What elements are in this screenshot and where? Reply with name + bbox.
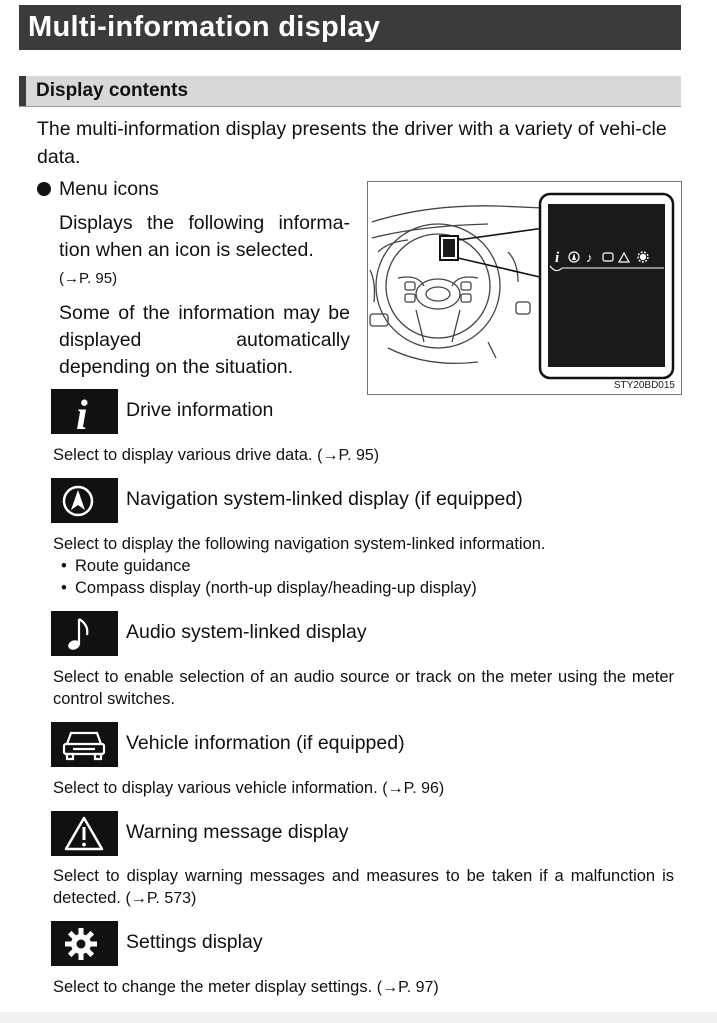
desc-text: Select to display various vehicle information. [53, 779, 378, 797]
item-description [53, 666, 674, 710]
music-note-icon [51, 611, 118, 656]
item-title: Drive information [126, 399, 274, 421]
item-description [53, 865, 674, 910]
menu-desc-text-1: Displays the following informa-tion when an icon is selected. [59, 212, 350, 261]
item-description [53, 976, 674, 999]
page-ref: (→P. 97) [376, 979, 439, 996]
svg-text:i: i [555, 250, 560, 266]
vehicle-icon [51, 722, 118, 767]
page-ref: (→P. 95) [317, 447, 380, 464]
desc-text: Select to display warning messages and measures to be taken if a malfunction is detected. [53, 867, 674, 907]
item-title: Vehicle information (if equipped) [126, 732, 405, 754]
menu-icons-description [59, 210, 350, 381]
intro-text: The multi-information display presents the driver with a variety of vehi-cle data. [37, 118, 667, 168]
page-ref: (→P. 573) [125, 890, 197, 907]
item-title: Settings display [126, 931, 263, 953]
desc-text: Select to change the meter display settings. [53, 978, 373, 996]
list-item: • Compass display (north-up display/heading-up display) [53, 577, 674, 599]
navigation-icon [51, 478, 118, 523]
page-title-bar [19, 5, 681, 50]
steering-wheel-figure [367, 181, 682, 395]
section-title: Display contents [36, 80, 189, 101]
bullet-label: Menu icons [59, 178, 159, 200]
svg-text:i: i [76, 393, 88, 434]
sub-list [53, 555, 674, 599]
menu-icons-bullet [37, 176, 159, 202]
page-footer-strip [0, 1012, 717, 1023]
menu-desc-ref: (→P. 95) [59, 270, 118, 287]
svg-text:♪: ♪ [586, 250, 593, 265]
item-title: Navigation system-linked display (if equipped) [126, 488, 523, 510]
info-icon [51, 389, 118, 434]
desc-text: Select to display the following navigation system-linked information. [53, 535, 546, 553]
item-description [53, 777, 674, 800]
desc-text: Select to enable selection of an audio source or track on the meter using the meter control switches. [53, 668, 674, 708]
desc-text: Select to display various drive data. [53, 446, 313, 464]
item-title: Warning message display [126, 821, 349, 843]
item-title: Audio system-linked display [126, 621, 367, 643]
warning-icon [51, 811, 118, 856]
bullet-dot [37, 182, 51, 196]
page-title: Multi-information display [28, 11, 381, 43]
figure-code: STY20BD015 [613, 380, 675, 391]
section-header [19, 76, 681, 107]
dashboard-illustration [368, 182, 681, 394]
gear-icon [51, 921, 118, 966]
page-ref: (→P. 96) [382, 780, 445, 797]
item-description [53, 533, 674, 599]
section-accent [19, 76, 26, 106]
item-description [53, 444, 674, 467]
list-item: • Route guidance [53, 555, 674, 577]
menu-desc-text-2: Some of the information may be displayed automatically depending on the situation. [59, 302, 350, 378]
